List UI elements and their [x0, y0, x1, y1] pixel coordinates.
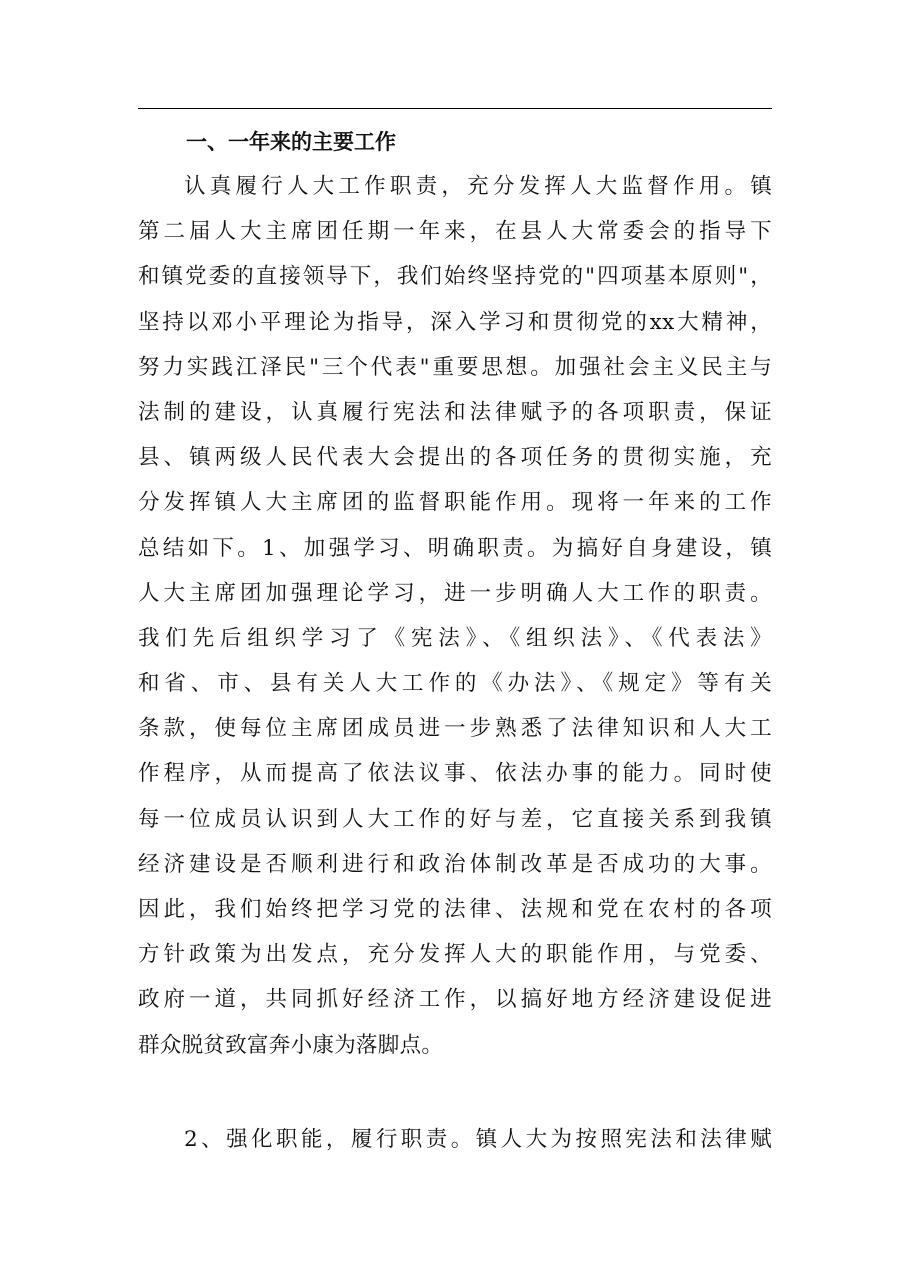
paragraph-line: 第二届人大主席团任期一年来，在县人大常委会的指导下: [138, 219, 772, 245]
paragraph-line: 认真履行人大工作职责，充分发挥人大监督作用。镇: [184, 174, 772, 199]
paragraph-2: [138, 1117, 772, 1162]
paragraph-line: 坚持以邓小平理论为指导，深入学习和贯彻党的xx大精神，: [138, 309, 772, 335]
paragraph-line: 方针政策为出发点，充分发挥人大的职能作用，与党委、: [138, 942, 772, 968]
paragraph-line: 条款，使每位主席团成员进一步熟悉了法律知识和人大工: [138, 716, 772, 742]
paragraph-line: 群众脱贫致富奔小康为落脚点。: [138, 1032, 444, 1058]
header-rule: [138, 108, 772, 109]
paragraph-line: 经济建设是否顺利进行和政治体制改革是否成功的大事。: [138, 851, 772, 877]
paragraph-line: 人大主席团加强理论学习，进一步明确人大工作的职责。: [138, 580, 772, 606]
paragraph-line: 总结如下。1、加强学习、明确职责。为搞好自身建设，镇: [138, 535, 772, 561]
paragraph-line: 2、强化职能，履行职责。镇人大为按照宪法和法律赋: [184, 1127, 772, 1152]
paragraph-line: 和镇党委的直接领导下，我们始终坚持党的"四项基本原则"，: [138, 264, 772, 290]
paragraph-line: 每一位成员认识到人大工作的好与差，它直接关系到我镇: [138, 806, 772, 832]
paragraph-line: 法制的建设，认真履行宪法和法律赋予的各项职责，保证: [138, 399, 772, 425]
paragraph-line: 政府一道，共同抓好经济工作，以搞好地方经济建设促进: [138, 987, 772, 1013]
paragraph-line: 分发挥镇人大主席团的监督职能作用。现将一年来的工作: [138, 490, 772, 516]
paragraph-line: 我们先后组织学习了《宪法》、《组织法》、《代表法》: [138, 625, 772, 651]
paragraph-line: 县、镇两级人民代表大会提出的各项任务的贯彻实施，充: [138, 445, 772, 471]
paragraph-line: 作程序，从而提高了依法议事、依法办事的能力。同时使: [138, 761, 772, 787]
section-heading: 一、一年来的主要工作: [186, 130, 396, 154]
paragraph-line: 因此，我们始终把学习党的法律、法规和党在农村的各项: [138, 897, 772, 922]
paragraph-line: 努力实践江泽民"三个代表"重要思想。加强社会主义民主与: [138, 354, 772, 380]
paragraph-line: 和省、市、县有关人大工作的《办法》、《规定》等有关: [138, 671, 772, 697]
paragraph-1: [138, 164, 772, 1068]
